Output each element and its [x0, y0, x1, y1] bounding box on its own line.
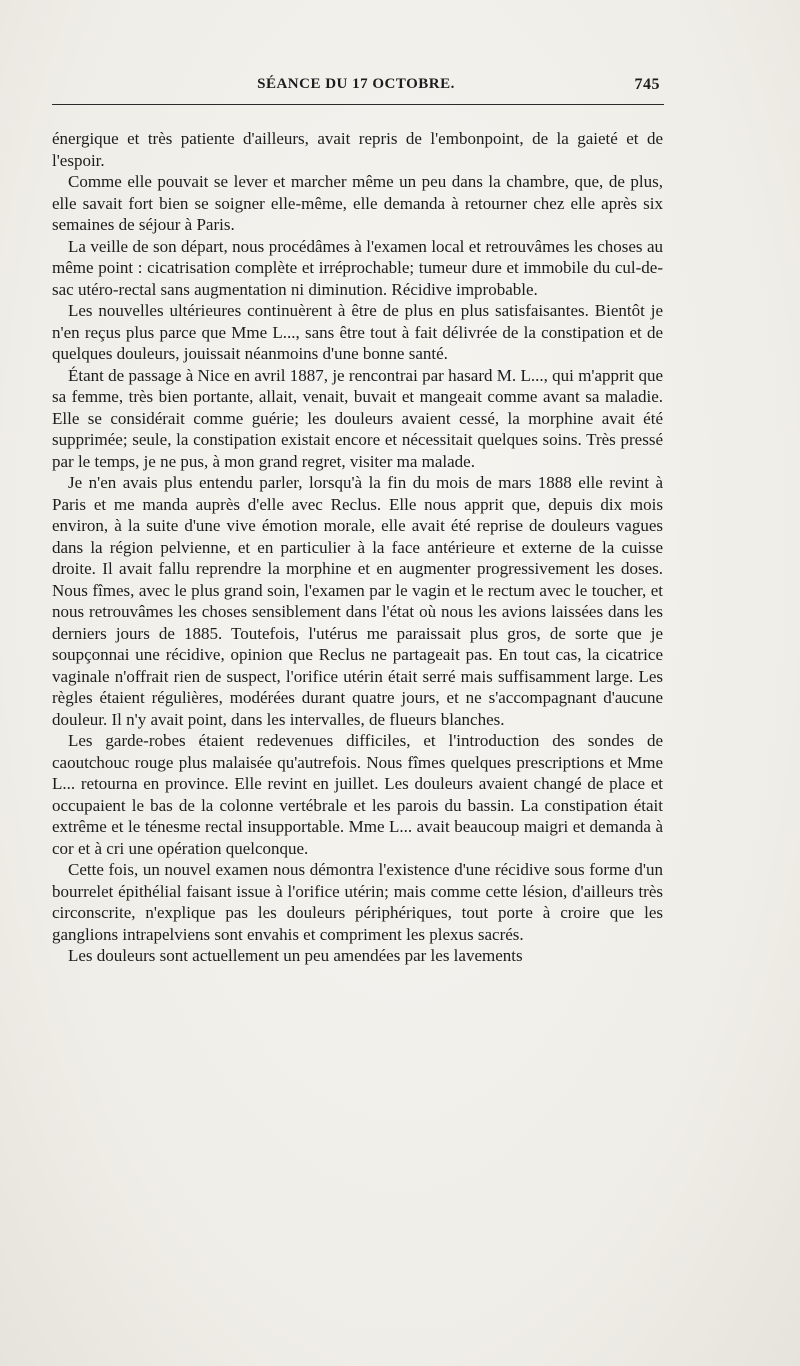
paragraph-2: Comme elle pouvait se lever et marcher même un peu dans la chambre, que, de plus, elle savait fort bien se soigner elle-même, elle demanda à retourner chez elle après six semaines de séjour à Paris. — [52, 172, 663, 234]
paragraph-3: La veille de son départ, nous procédâmes à l'examen local et retrouvâmes les choses au même point : cicatrisation complète et irréprochable; tumeur dure et immobile du cul-de-sac utéro-rectal sans augmentation ni diminution. Récidive improbable. — [52, 236, 663, 299]
page-header — [52, 76, 660, 98]
running-title: SÉANCE DU 17 OCTOBRE. — [257, 76, 455, 92]
paragraph-9: Les douleurs sont actuellement un peu amendées par les lavements — [68, 946, 523, 965]
paragraph-6: Je n'en avais plus entendu parler, lorsqu'à la fin du mois de mars 1888 elle revint à Paris et me manda auprès d'elle avec Reclus. Elle nous apprit que, depuis dix mois environ, à la suite d'une vive émotion morale, elle avait été reprise de douleurs vagues dans la région pelvienne, et en particulier à la face antérieure et externe de la cuisse droite. Il avait fallu reprendre la morphine et en augmenter progressivement les doses. Nous fîmes, avec le plus grand soin, l'examen par le vagin et le rectum avec le toucher, et nous retrouvâmes les choses sensiblement dans l'état où nous les avions laissées dans les derniers jours de 1885. Toutefois, l'utérus me paraissait plus gros, de sorte que je soupçonnai une récidive, opinion que Reclus ne partageait pas. En tout cas, la cicatrice vaginale n'offrait rien de suspect, l'orifice utérin était serré mais suffisamment large. Les règles étaient régulières, modérées durant quatre jours, et ne s'accompagnant d'aucune douleur. Il n'y avait point, dans les intervalles, de flueurs blanches. — [52, 473, 663, 729]
header-rule — [52, 104, 664, 105]
paragraph-4: Les nouvelles ultérieures continuèrent à être de plus en plus satisfaisantes. Bientôt je n'en reçus plus parce que Mme L..., sans être tout à fait délivrée de la constipation et de quelques douleurs, jouissait néanmoins d'une bonne santé. — [52, 301, 663, 363]
paragraph-5: Étant de passage à Nice en avril 1887, je rencontrai par hasard M. L..., qui m'apprit que sa femme, très bien portante, allait, venait, buvait et mangeait comme avant sa maladie. Elle se considérait comme guérie; les douleurs avaient cessé, la morphine avait été supprimée; seule, la constipation existait encore et nécessitait quelques soins. Très pressé par le temps, je ne pus, à mon grand regret, visiter ma malade. — [52, 365, 663, 471]
paragraph-7: Les garde-robes étaient redevenues difficiles, et l'introduction des sondes de caoutchouc rouge plus malaisée qu'autrefois. Nous fîmes quelques prescriptions et Mme L... retourna en province. Elle revint en juillet. Les douleurs avaient changé de place et occupaient le bas de la colonne vertébrale et les parois du bassin. La constipation était extrême et le ténesme rectal insupportable. Mme L... avait beaucoup maigri et demanda à cor et à cri une opération quelconque. — [52, 731, 663, 858]
body-text — [52, 128, 663, 967]
paragraph-8: Cette fois, un nouvel examen nous démontra l'existence d'une récidive sous forme d'un bourrelet épithélial faisant issue à l'orifice utérin; mais comme cette lésion, d'ailleurs très circonscrite, n'explique pas les douleurs périphériques, tout porte à croire que les ganglions intrapelviens sont envahis et compriment les plexus sacrés. — [52, 860, 663, 944]
page-number: 745 — [634, 76, 660, 93]
paragraph-1: énergique et très patiente d'ailleurs, avait repris de l'embonpoint, de la gaieté et de l'espoir. — [52, 129, 663, 170]
